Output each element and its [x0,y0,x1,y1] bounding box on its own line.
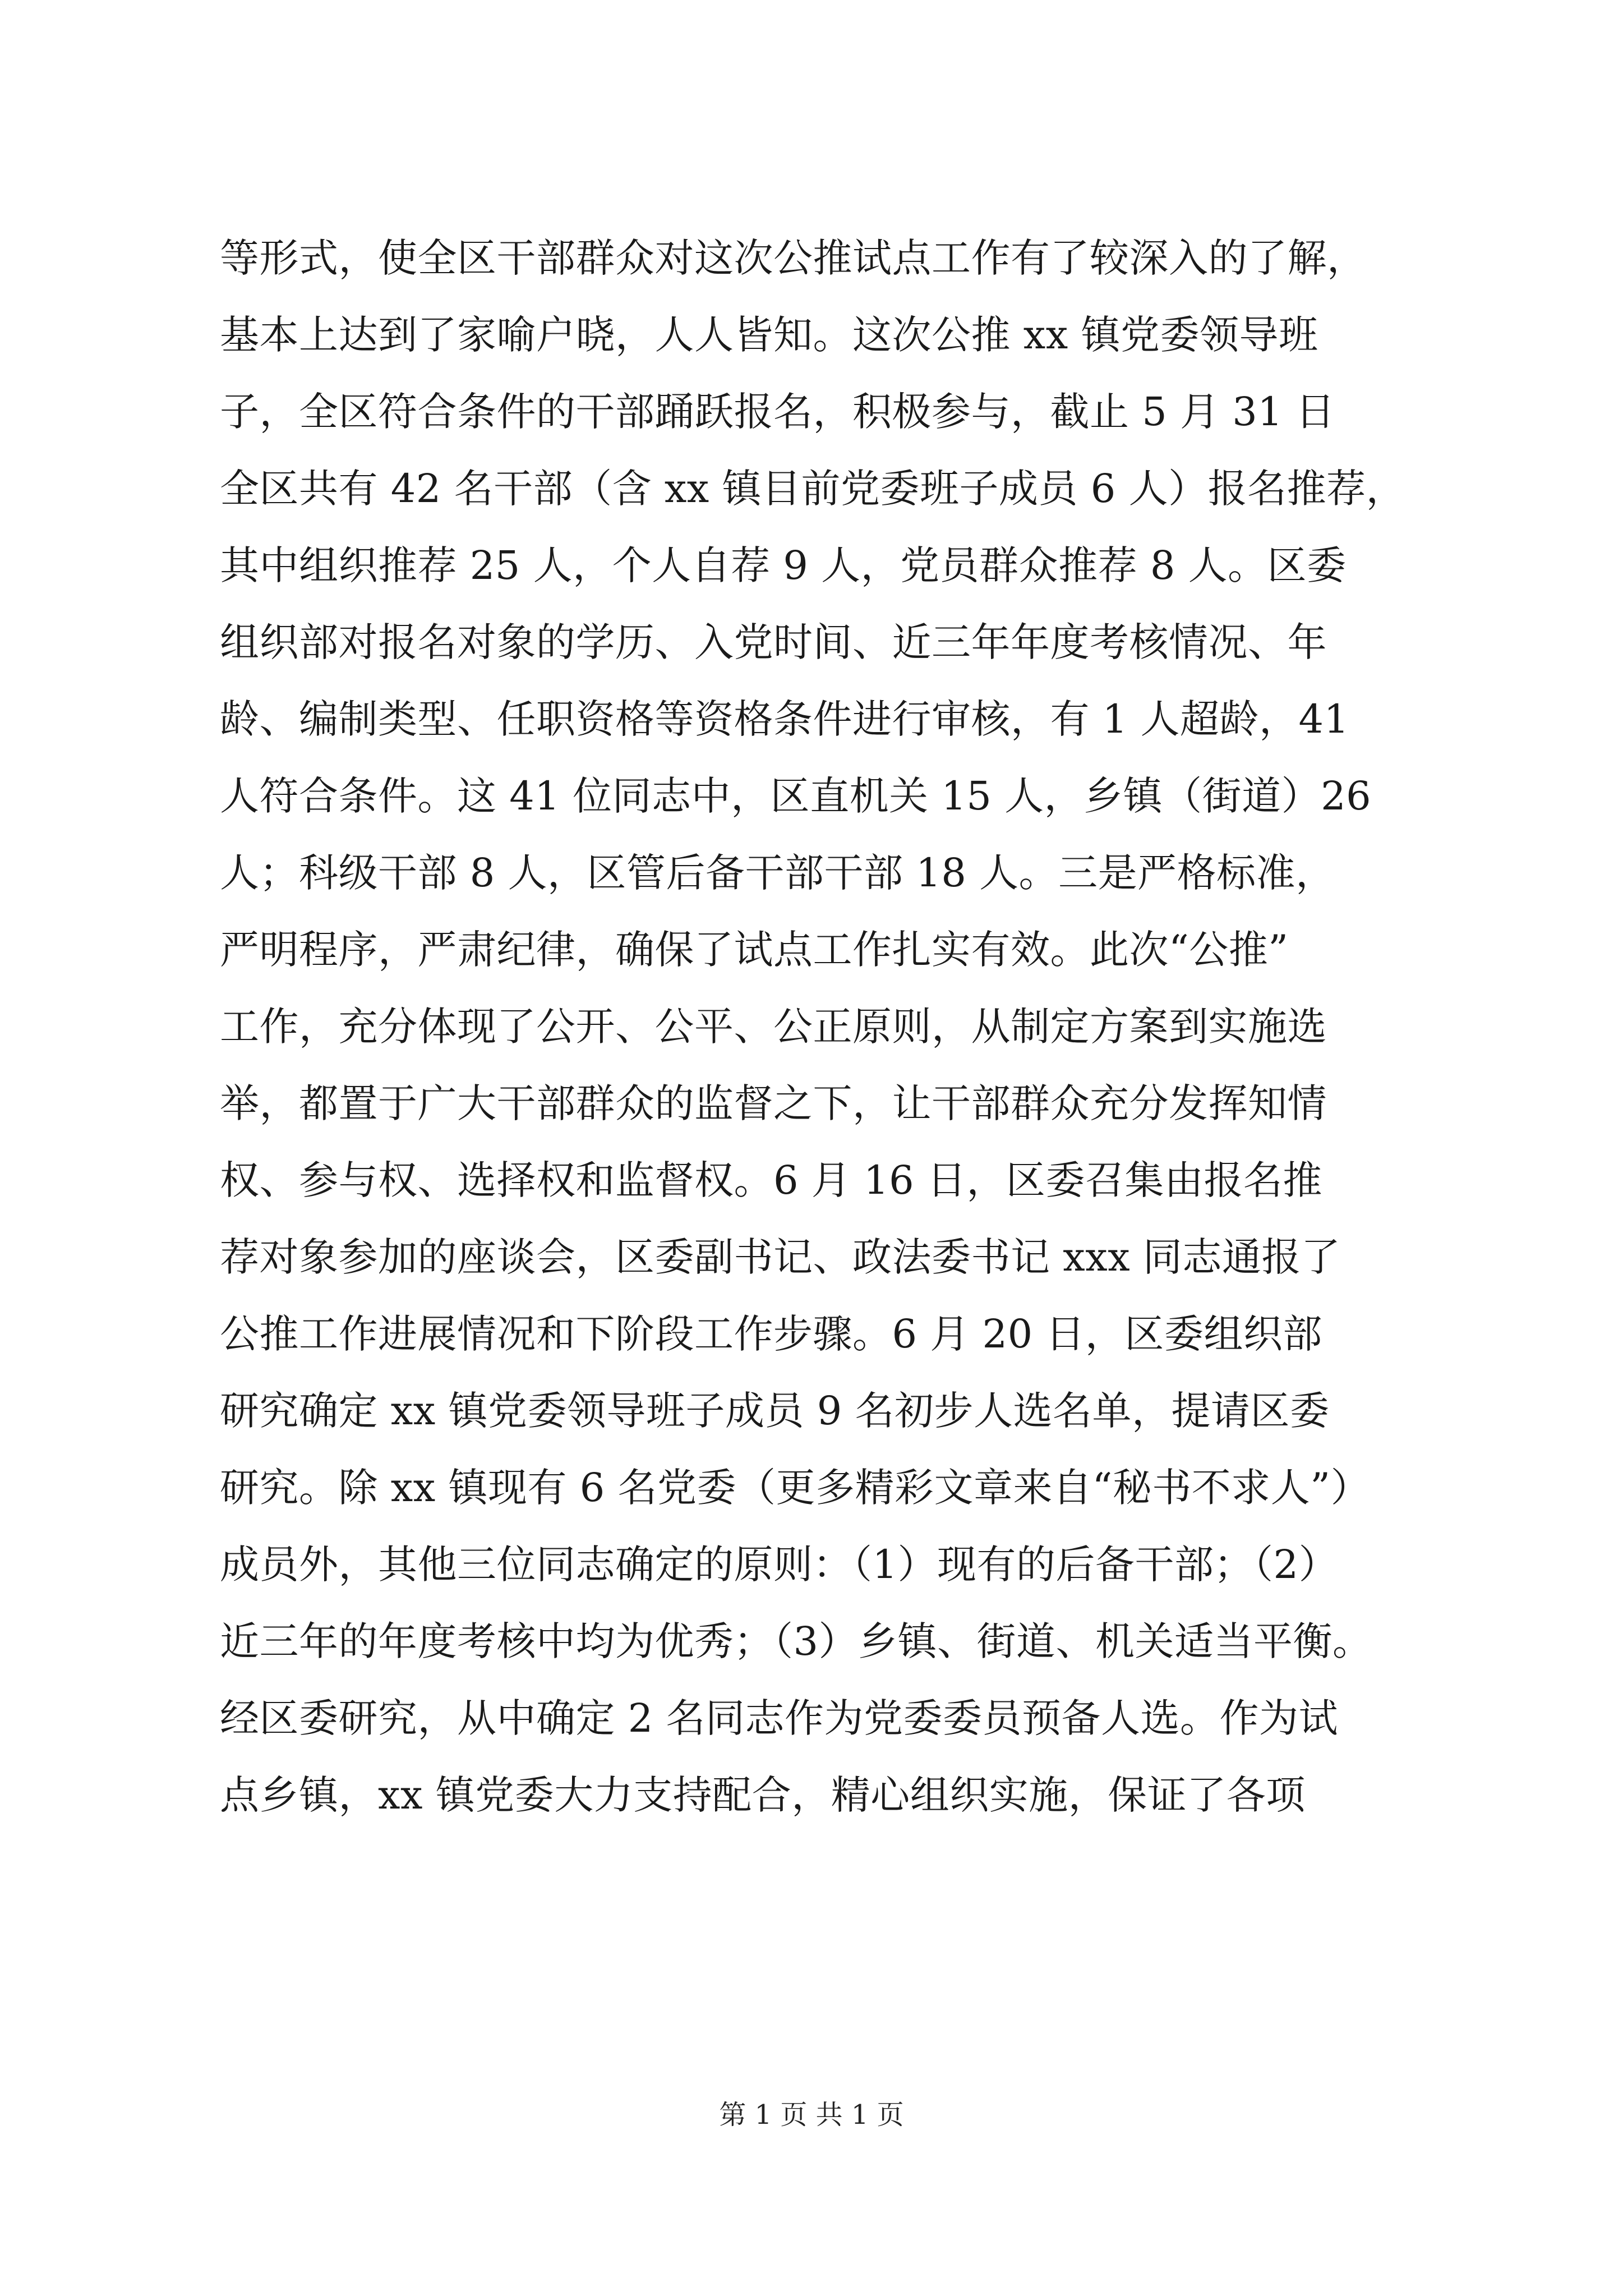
text-line: 龄、编制类型、任职资格等资格条件进行审核，有 1 人超龄，41 [220,696,1349,742]
text-line: 研究。除 xx 镇现有 6 名党委（更多精彩文章来自“秘书不求人”） [220,1465,1371,1511]
text-line: 经区委研究，从中确定 2 名同志作为党委委员预备人选。作为试 [220,1695,1339,1741]
text-line: 等形式，使全区干部群众对这次公推试点工作有了较深入的了解， [220,235,1367,281]
text-line: 人符合条件。这 41 位同志中，区直机关 15 人，乡镇（街道）26 [220,773,1372,819]
text-line: 全区共有 42 名干部（含 xx 镇目前党委班子成员 6 人）报名推荐， [220,466,1406,512]
text-line: 点乡镇，xx 镇党委大力支持配合，精心组织实施，保证了各项 [220,1772,1306,1818]
text-line: 成员外，其他三位同志确定的原则：（1）现有的后备干部；（2） [220,1542,1339,1588]
document-body [220,220,1459,1834]
text-line: 研究确定 xx 镇党委领导班子成员 9 名初步人选名单，提请区委 [220,1388,1330,1434]
text-line: 其中组织推荐 25 人，个人自荐 9 人，党员群众推荐 8 人。区委 [220,542,1347,588]
text-line: 举，都置于广大干部群众的监督之下，让干部群众充分发挥知情 [220,1080,1327,1126]
text-line: 子，全区符合条件的干部踊跃报名，积极参与，截止 5 月 31 日 [220,389,1335,435]
text-line: 权、参与权、选择权和监督权。6 月 16 日，区委召集由报名推 [220,1157,1322,1203]
text-line: 基本上达到了家喻户晓，人人皆知。这次公推 xx 镇党委领导班 [220,312,1318,358]
text-line: 公推工作进展情况和下阶段工作步骤。6 月 20 日，区委组织部 [220,1311,1322,1357]
text-line: 严明程序，严肃纪律，确保了试点工作扎实有效。此次“公推” [220,927,1289,973]
text-line: 组织部对报名对象的学历、入党时间、近三年年度考核情况、年 [220,619,1327,665]
page-footer: 第 1 页 共 1 页 [719,2099,904,2131]
text-line: 荐对象参加的座谈会，区委副书记、政法委书记 xxx 同志通报了 [220,1234,1341,1280]
text-line: 工作，充分体现了公开、公平、公正原则，从制定方案到实施选 [220,1004,1327,1050]
text-line: 近三年的年度考核中均为优秀；（3）乡镇、街道、机关适当平衡。 [220,1618,1372,1664]
text-line: 人；科级干部 8 人，区管后备干部干部 18 人。三是严格标准， [220,850,1335,896]
